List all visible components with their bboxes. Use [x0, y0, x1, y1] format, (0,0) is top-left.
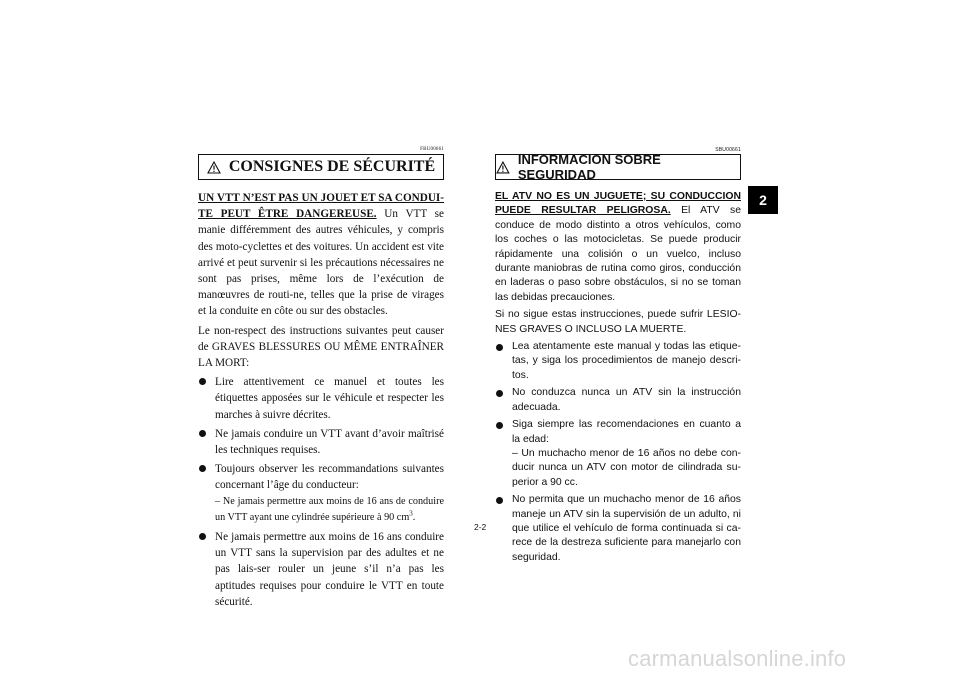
list-item: Lire attentivement ce manuel et toutes les étiquettes apposées sur le véhicule et respecter les marches à suivre décrites.	[198, 374, 444, 423]
safety-list	[198, 374, 444, 610]
list-item	[198, 461, 444, 526]
lead-statement: UN VTT N’EST PAS UN JOUET ET SA CONDUI-TE PEUT ÊTRE DANGEREUSE.	[198, 192, 444, 221]
section-body	[495, 190, 741, 565]
page-number: 2-2	[474, 522, 487, 532]
age-note-end: .	[412, 511, 416, 523]
list-item-text: Toujours observer les recommandations suivantes concernant l’âge du conducteur:	[215, 463, 444, 492]
section-heading: INFORMACION SOBRE SEGURIDAD	[517, 152, 661, 182]
list-item: No permita que un muchacho menor de 16 años maneje un ATV sin la supervisión de un adulto, ni que utilice el vehículo de forma continuada si ca-rece de la destreza suficiente para manejarlo con seguridad.	[495, 493, 741, 565]
section-code: FBU00661	[420, 147, 444, 152]
warning-paragraph: Si no sigue estas instrucciones, puede sufrir LESIO-NES GRAVES O INCLUSO LA MUERTE.	[495, 309, 741, 335]
section-code: SBU00661	[715, 147, 741, 153]
section-heading-banner	[495, 154, 741, 180]
list-item: Ne jamais conduire un VTT avant d’avoir maîtrisé les techniques requises.	[198, 426, 444, 458]
list-item: Ne jamais permettre aux moins de 16 ans conduire un VTT sans la supervision par des adultes et ne pas lais-ser rouler un jeune s’il n’a pas les aptitudes requises pour conduire le VTT en toute sécurité.	[198, 529, 444, 610]
section-heading: CONSIGNES DE SÉCURITÉ	[228, 158, 436, 175]
lead-statement: EL ATV NO ES UN JUGUETE; SU CONDUCCION PUEDE RESULTAR PELIGROSA.	[495, 191, 741, 217]
intro-text: El ATV se conduce de modo distinto a otros vehículos, como los coches o las motocicletas. Se puede producir rápidamente una colisión o un vuelco, incluso durante maniobras de rutina como giros, conducción en laderas o paso sobre obstáculos, si no se toman las debidas precauciones.	[495, 205, 741, 303]
list-item	[495, 418, 741, 490]
french-column	[198, 147, 444, 613]
spanish-column	[495, 147, 741, 568]
section-body	[198, 190, 444, 610]
safety-list	[495, 340, 741, 565]
intro-paragraph	[198, 190, 444, 320]
intro-paragraph	[495, 190, 741, 305]
warning-triangle-icon	[207, 161, 221, 174]
section-heading-banner	[198, 154, 444, 180]
age-note	[215, 494, 444, 526]
chapter-tab: 2	[748, 186, 778, 214]
warning-triangle-icon	[496, 161, 510, 174]
age-note-superscript: 3	[409, 509, 413, 518]
age-note: – Un muchacho menor de 16 años no debe con-ducir nunca un ATV con motor de cilindrada su-perior a 90 cc.	[512, 447, 741, 488]
intro-text: Un VTT se manie différemment des autres véhicules, y compris des moto-cyclettes et des voitures. Un accident est vite arrivé et peut survenir si les précautions nécessaires ne sont pas prises, même lors de l’exécution de manœuvres de routi-ne, telles que la prise de virages et la conduite en côte ou sur des obstacles.	[198, 208, 444, 318]
list-item-text: Siga siempre las recomendaciones en cuanto a la edad:	[512, 419, 741, 445]
warning-paragraph: Le non-respect des instructions suivantes peut causer de GRAVES BLESSURES OU MÊME ENTRAÎNER LA MORT:	[198, 324, 444, 370]
age-note-text: – Ne jamais permettre aux moins de 16 ans de conduire un VTT ayant une cylindrée supérieure à 90 cm	[215, 495, 444, 523]
list-item: No conduzca nunca un ATV sin la instrucción adecuada.	[495, 386, 741, 415]
watermark: carmanualsonline.info	[628, 646, 847, 671]
list-item: Lea atentamente este manual y todas las etique-tas, y siga los procedimientos de manejo descri-tos.	[495, 340, 741, 383]
